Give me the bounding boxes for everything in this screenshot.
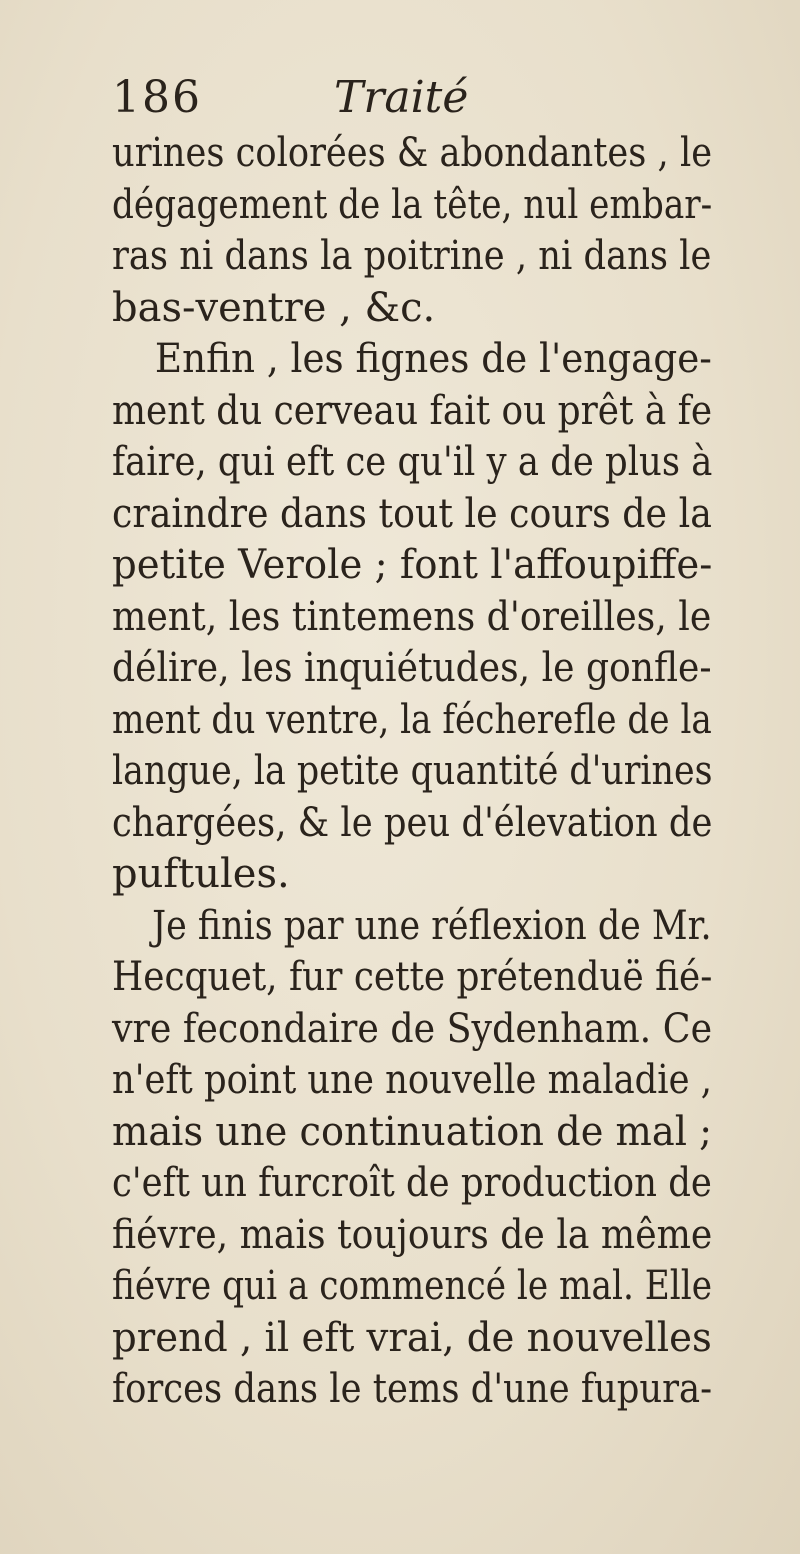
- text-line: urines colorées & abondantes , le: [112, 130, 713, 176]
- text-line: craindre dans tout le cours de la: [112, 490, 712, 537]
- text-line: Hecquet, fur cette prétenduë fié-: [112, 954, 713, 1000]
- text-line: dégagement de la tête, nul embar-: [112, 181, 713, 228]
- text-line: délire, les inquiétudes, le gonfle-: [112, 645, 712, 691]
- page-number: 186: [112, 72, 202, 123]
- text-line: petite Verole ; font l'affoupiffe-: [112, 542, 713, 588]
- text-line: bas-ventre , &c.: [112, 284, 436, 331]
- text-line: ras ni dans la poitrine , ni dans le: [112, 233, 712, 279]
- text-line: prend , il eft vrai, de nouvelles: [112, 1314, 712, 1361]
- text-line: fiévre qui a commencé le mal. Elle: [112, 1263, 712, 1309]
- text-line: ment du cerveau fait ou prêt à fe: [112, 387, 713, 434]
- running-title: Traité: [334, 72, 469, 123]
- text-line: n'eft point une nouvelle maladie ,: [112, 1057, 713, 1103]
- paragraph-start-line: Enfin , les fignes de l'engage-: [154, 336, 712, 382]
- text-line: fiévre, mais toujours de la même: [112, 1211, 713, 1258]
- page-header: [112, 68, 712, 128]
- paragraph-start-line: Je finis par une réflexion de Mr.: [152, 902, 712, 949]
- text-line: mais une continuation de mal ;: [112, 1108, 713, 1155]
- text-line: forces dans le tems d'une fupura-: [112, 1366, 713, 1412]
- text-line: c'eft un furcroît de production de: [112, 1160, 712, 1206]
- text-line: puftules.: [112, 851, 290, 897]
- text-line: vre fecondaire de Sydenham. Ce: [112, 1005, 713, 1052]
- text-line: ment, les tintemens d'oreilles, le: [112, 593, 712, 640]
- text-line: chargées, & le peu d'élevation de: [112, 799, 713, 846]
- text-line: ment du ventre, la fécherefle de la: [112, 696, 712, 743]
- text-line: faire, qui eft ce qu'il y a de plus à: [112, 439, 713, 485]
- body-text: [112, 128, 712, 1416]
- text-line: langue, la petite quantité d'urines: [112, 748, 713, 794]
